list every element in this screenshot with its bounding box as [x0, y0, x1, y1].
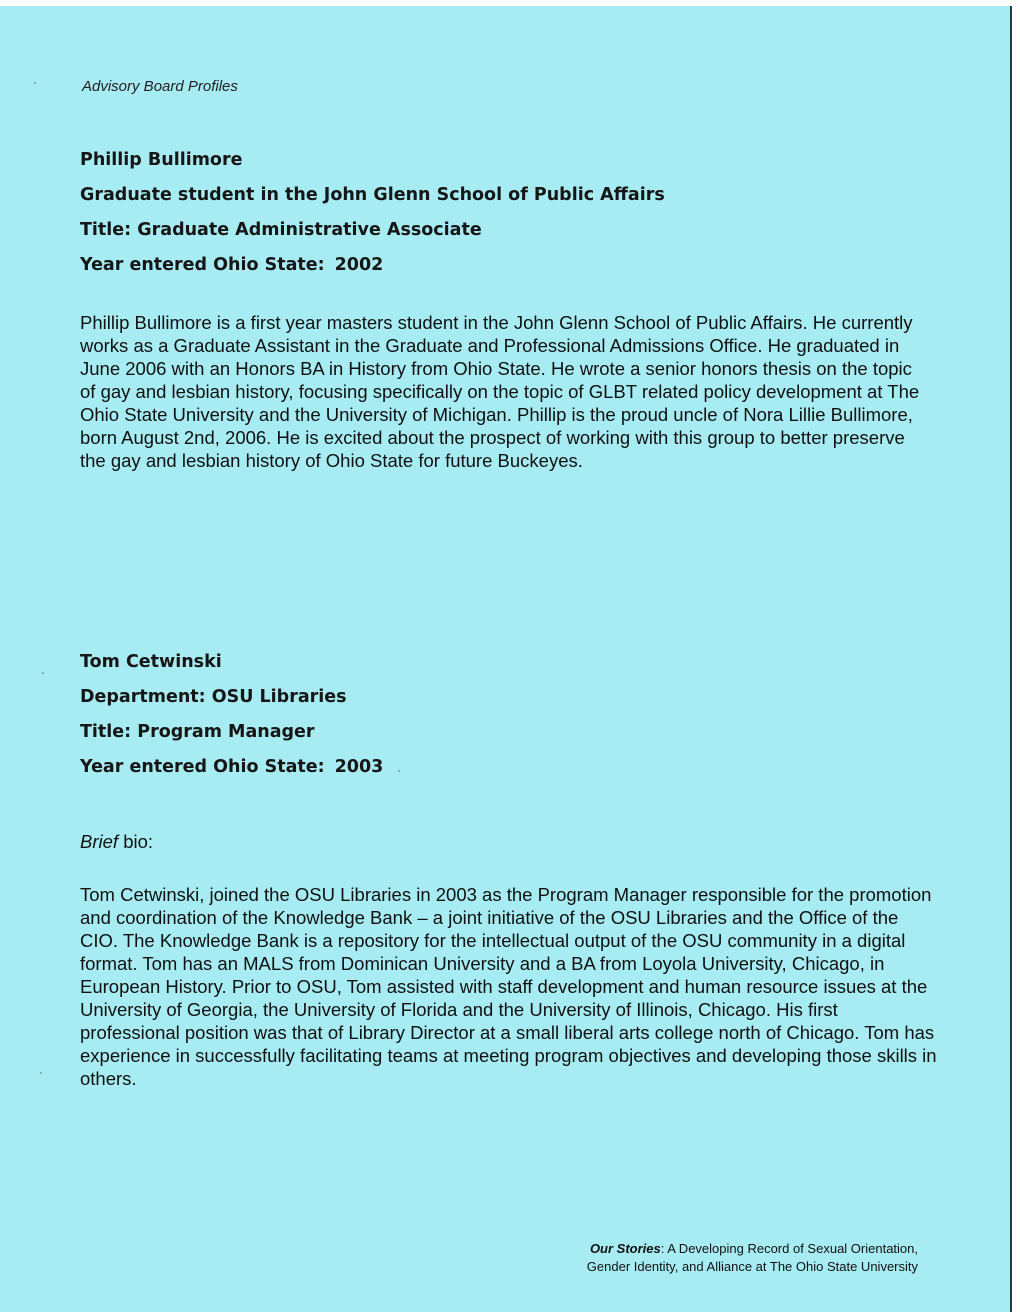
scan-speck: [42, 672, 44, 674]
profile-name: Tom Cetwinski: [80, 652, 222, 672]
profile-bio: Phillip Bullimore is a first year masters student in the John Glenn School of Public Affairs. He currently works as a Graduate Assistant in the Graduate and Professional Admissions Office. He graduated in June 2006 with an Honors BA in History from Ohio State. He wrote a senior honors thesis on the topic of gay and lesbian history, focusing specifically on the topic of GLBT related policy development at The Ohio State University and the University of Michigan. Phillip is the proud uncle of Nora Lillie Bullimore, born August 2nd, 2006. He is excited about the prospect of working with this group to better preserve the gay and lesbian history of Ohio State for future Buckeyes.: [80, 312, 920, 471]
year-label: Year entered Ohio State:: [80, 255, 325, 275]
footer-line-1-rest: : A Developing Record of Sexual Orientation,: [660, 1241, 918, 1256]
profile-title: Title: Program Manager: [80, 722, 315, 742]
scan-speck: [34, 82, 36, 84]
profile-affiliation: Graduate student in the John Glenn School of Public Affairs: [80, 185, 665, 205]
profile-tom-cetwinski: [80, 651, 937, 1109]
profile-bio: Tom Cetwinski, joined the OSU Libraries in 2003 as the Program Manager responsible for the promotion and coordination of the Knowledge Bank – a joint initiative of the OSU Libraries and the Office of the CIO. The Knowledge Bank is a repository for the intellectual output of the OSU community in a digital format. Tom has an MALS from Dominican University and a BA from Loyola University, Chicago, in European History. Prior to OSU, Tom assisted with staff development and human resource issues at the University of Georgia, the University of Florida and the University of Illinois, Chicago. His first professional position was that of Library Director at a small liberal arts college north of Chicago. Tom has experience in successfully facilitating teams at meeting program objectives and developing those skills in others.: [80, 884, 937, 1089]
footer-line-1: [587, 1240, 918, 1258]
profile-year-entered: [80, 756, 930, 791]
running-header: Advisory Board Profiles: [82, 78, 238, 95]
profile-name: Phillip Bullimore: [80, 150, 243, 170]
page-footer: [587, 1240, 918, 1276]
profile-title: Title: Graduate Administrative Associate: [80, 220, 482, 240]
brief-bio-label: [80, 831, 930, 853]
document-page: [0, 6, 1012, 1312]
profile-year-entered: [80, 254, 930, 289]
scan-speck: [40, 1072, 42, 1074]
year-value: 2003: [334, 757, 384, 777]
brief-label-italic: Brief: [80, 831, 119, 852]
footer-series-title: Our Stories: [589, 1241, 661, 1256]
profile-phillip-bullimore: [80, 149, 930, 491]
profile-affiliation: Department: OSU Libraries: [80, 687, 347, 707]
year-value: 2002: [334, 255, 384, 275]
year-label: Year entered Ohio State:: [80, 757, 325, 777]
footer-line-2: Gender Identity, and Alliance at The Ohio State University: [586, 1259, 918, 1274]
brief-label-rest: bio:: [123, 831, 154, 852]
